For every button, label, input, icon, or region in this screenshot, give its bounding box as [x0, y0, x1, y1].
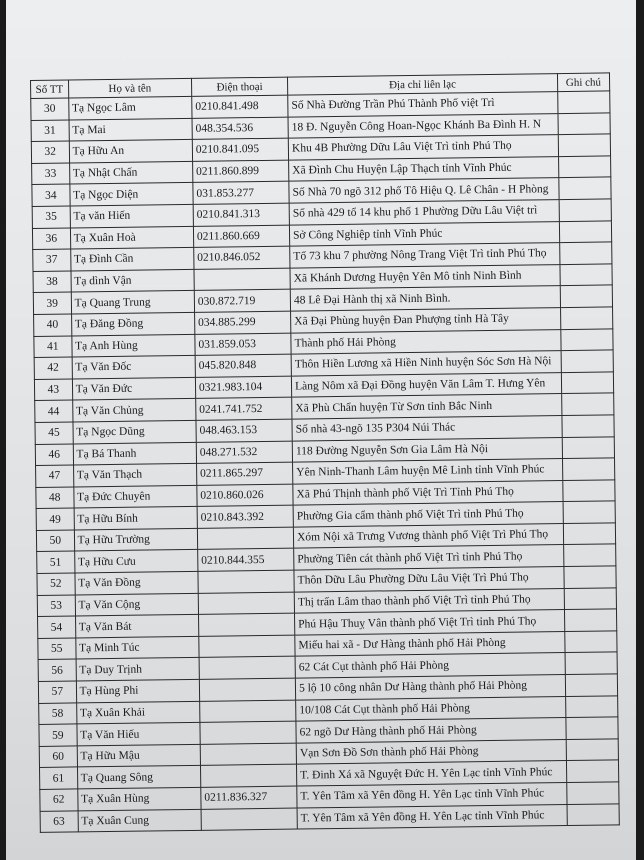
cell-phone: 0211.836.327 [201, 786, 297, 809]
cell-phone: 048.271.532 [196, 441, 292, 464]
cell-note [561, 393, 614, 415]
cell-phone: 0210.860.026 [197, 484, 293, 507]
cell-note [565, 695, 618, 717]
cell-stt: 54 [38, 616, 76, 638]
cell-stt: 46 [35, 443, 73, 465]
cell-name: Tạ Hùng Phi [76, 679, 200, 702]
cell-stt: 63 [40, 811, 78, 833]
cell-phone: 034.885.299 [194, 311, 290, 334]
cell-name: Tạ Hữu An [69, 140, 193, 163]
cell-name: Tạ Xuân Hoà [70, 226, 194, 249]
cell-address: Làng Nôm xã Đại Đồng huyện Văn Lâm T. Hưng Yên [291, 372, 561, 397]
cell-stt: 49 [36, 508, 74, 530]
cell-note [559, 220, 612, 242]
cell-name: Tạ Anh Hùng [71, 334, 195, 357]
cell-address: T. Đinh Xá xã Nguyệt Đức H. Yên Lạc tỉnh Vĩnh Phúc [297, 761, 567, 786]
header-name: Họ và tên [68, 78, 192, 98]
cell-name: Tạ Xuân Hùng [77, 787, 201, 810]
cell-phone [200, 700, 296, 723]
cell-phone [198, 592, 294, 615]
cell-stt: 45 [35, 422, 73, 444]
cell-phone: 0321.983.104 [195, 376, 291, 399]
cell-stt: 59 [39, 724, 77, 746]
cell-note [558, 156, 611, 178]
cell-note [564, 609, 617, 631]
cell-stt: 30 [31, 98, 69, 120]
cell-address: Thị trấn Lâm thao thành phố Việt Trì tỉnh Phú Thọ [294, 588, 564, 613]
cell-address: Số Nhà 70 ngõ 312 phố Tô Hiệu Q. Lê Chân - H Phòng [289, 178, 559, 203]
cell-stt: 57 [38, 681, 76, 703]
cell-stt: 42 [34, 357, 72, 379]
cell-name: Tạ Văn Đồng [75, 571, 199, 594]
cell-stt: 35 [32, 206, 70, 228]
cell-phone: 030.872.719 [194, 289, 290, 312]
cell-address: Xã Đình Chu Huyện Lập Thạch tỉnh Vĩnh Phúc [289, 156, 559, 181]
cell-phone: 0211.865.297 [196, 462, 292, 485]
cell-note [557, 91, 610, 113]
cell-note [561, 328, 614, 350]
cell-address: 48 Lê Đại Hành thị xã Ninh Bình. [290, 286, 560, 311]
cell-phone: 0210.844.355 [198, 549, 294, 572]
cell-name: Tạ Hữu Cưu [74, 550, 198, 573]
cell-name: Tạ Ngọc Lâm [68, 96, 192, 119]
cell-name: Tạ Xuân Khải [76, 701, 200, 724]
cell-phone: 031.859.053 [195, 333, 291, 356]
cell-name: Tạ Quang Trung [71, 291, 195, 314]
cell-stt: 56 [38, 659, 76, 681]
header-phone: Điện thoại [191, 77, 287, 96]
cell-address: 10/108 Cát Cụt thành phố Hải Phòng [296, 696, 566, 721]
cell-phone [201, 808, 297, 831]
cell-address: Xã Khánh Dương Huyện Yên Mô tỉnh Ninh Bình [290, 264, 560, 289]
cell-note [563, 544, 616, 566]
cell-stt: 53 [37, 595, 75, 617]
cell-address: Sở Công Nghiệp tỉnh Vĩnh Phúc [289, 221, 559, 246]
cell-phone [200, 743, 296, 766]
cell-address: Xã Phú Thịnh thành phố Việt Trì Tỉnh Phú Thọ [293, 480, 563, 505]
cell-note [565, 652, 618, 674]
cell-phone [198, 613, 294, 636]
cell-note [563, 501, 616, 523]
cell-stt: 36 [32, 228, 70, 250]
cell-address: 62 ngõ Dư Hàng thành phố Hải Phòng [296, 718, 566, 743]
cell-note [560, 285, 613, 307]
cell-name: Tạ Văn Thạch [73, 463, 197, 486]
cell-note [558, 134, 611, 156]
cell-note [559, 199, 612, 221]
cell-phone: 031.853.277 [193, 181, 289, 204]
cell-address: T. Yên Tâm xã Yên đồng H. Yên Lạc tỉnh Vĩnh Phúc [297, 783, 567, 808]
cell-note [559, 177, 612, 199]
cell-note [558, 113, 611, 135]
cell-stt: 55 [38, 638, 76, 660]
cell-note [564, 588, 617, 610]
cell-address: Yên Ninh-Thanh Lâm huyện Mê Linh tỉnh Vĩnh Phúc [293, 459, 563, 484]
header-address: Địa chỉ liên lạc [288, 74, 558, 96]
cell-name: Tạ Duy Trịnh [76, 658, 200, 681]
header-note: Ghi chú [557, 73, 610, 92]
cell-phone: 0210.846.052 [194, 246, 290, 269]
cell-note [564, 566, 617, 588]
cell-name: Tạ Văn Hiếu [77, 723, 201, 746]
cell-phone [199, 678, 295, 701]
cell-address: 118 Đường Nguyễn Sơn Gia Lâm Hà Nội [292, 437, 562, 462]
cell-stt: 31 [31, 120, 69, 142]
cell-stt: 60 [39, 746, 77, 768]
cell-phone: 0211.860.899 [192, 160, 288, 183]
cell-address: Xã Phù Chẩn huyện Từ Sơn tỉnh Bắc Ninh [292, 394, 562, 419]
cell-address: Khu 4B Phường Dữu Lâu Việt Trì tỉnh Phú Thọ [288, 135, 558, 160]
paper-sheet [6, 0, 636, 860]
cell-stt: 58 [39, 703, 77, 725]
cell-stt: 61 [40, 767, 78, 789]
cell-phone: 048.463.153 [196, 419, 292, 442]
cell-name: Tạ Nhật Chấn [69, 161, 193, 184]
cell-address: 62 Cát Cụt thành phố Hải Phòng [295, 653, 565, 678]
cell-address: Miếu hai xã - Dư Hàng thành phố Hải Phòng [295, 631, 565, 656]
cell-stt: 44 [35, 400, 73, 422]
contact-table [30, 72, 620, 833]
cell-phone [197, 527, 293, 550]
cell-name: Tạ Đăng Đồng [71, 312, 195, 335]
cell-name: Tạ Xuân Cung [78, 809, 202, 832]
cell-name: Tạ Hữu Bính [74, 507, 198, 530]
cell-note [566, 739, 619, 761]
cell-stt: 39 [33, 292, 71, 314]
cell-stt: 33 [32, 163, 70, 185]
cell-name: Tạ dình Vận [71, 269, 195, 292]
cell-stt: 40 [34, 314, 72, 336]
cell-address: Xã Đại Phùng huyện Đan Phượng tỉnh Hà Tây [291, 308, 561, 333]
cell-stt: 62 [40, 789, 78, 811]
cell-phone [198, 570, 294, 593]
cell-name: Tạ Hữu Mậu [77, 744, 201, 767]
header-stt: Số TT [31, 80, 69, 98]
cell-note [562, 436, 615, 458]
cell-stt: 51 [37, 551, 75, 573]
cell-note [564, 631, 617, 653]
cell-note [562, 415, 615, 437]
cell-stt: 38 [33, 271, 71, 293]
cell-stt: 41 [34, 336, 72, 358]
cell-phone: 048.354.536 [192, 117, 288, 140]
cell-address: Vạn Sơn Đồ Sơn thành phố Hải Phòng [296, 739, 566, 764]
cell-stt: 43 [34, 379, 72, 401]
cell-name: Tạ Ngọc Diện [69, 183, 193, 206]
cell-note [561, 372, 614, 394]
cell-phone [200, 764, 296, 787]
contact-list-sheet [30, 72, 620, 833]
cell-phone: 0210.841.498 [192, 95, 288, 118]
cell-address: Phường Tiên cát thành phố Việt Trì tỉnh Phú Thọ [294, 545, 564, 570]
cell-name: Tạ Văn Chủng [72, 399, 196, 422]
cell-stt: 52 [37, 573, 75, 595]
cell-name: Tạ Văn Đốc [72, 355, 196, 378]
cell-address: Tổ 73 khu 7 phường Nông Trang Việt Trì tỉnh Phú Thọ [290, 243, 560, 268]
cell-phone [199, 635, 295, 658]
cell-address: Thôn Dữu Lâu Phường Dữu Lâu Việt Trì Phú Thọ [294, 567, 564, 592]
cell-name: Tạ Ngọc Dũng [73, 420, 197, 443]
cell-name: Tạ Mai [69, 118, 193, 141]
table-body [31, 91, 620, 833]
cell-address: Thôn Hiền Lương xã Hiền Ninh huyện Sóc Sơn Hà Nội [291, 351, 561, 376]
cell-phone: 0210.843.392 [197, 505, 293, 528]
cell-stt: 37 [33, 249, 71, 271]
cell-name: Tạ văn Hiến [70, 204, 194, 227]
cell-name: Tạ Văn Đức [72, 377, 196, 400]
cell-address: Số nhà 43-ngõ 135 P304 Núi Thác [292, 415, 562, 440]
cell-address: Thành phố Hải Phòng [291, 329, 561, 354]
cell-name: Tạ Quang Sông [77, 766, 201, 789]
cell-address: 5 lộ 10 công nhân Dư Hàng thành phố Hải Phòng [295, 675, 565, 700]
cell-note [565, 674, 618, 696]
cell-stt: 50 [36, 530, 74, 552]
cell-name: Tạ Văn Bát [75, 615, 199, 638]
cell-phone: 0210.841.313 [193, 203, 289, 226]
cell-note [560, 307, 613, 329]
cell-address: T. Yên Tâm xã Yên đồng H. Yên Lạc tỉnh Vĩnh Phúc [297, 804, 567, 829]
cell-note [559, 242, 612, 264]
cell-note [562, 458, 615, 480]
cell-address: Số nhà 429 tổ 14 khu phố 1 Phường Dữu Lâu Việt trì [289, 200, 559, 225]
cell-address: Phường Gia cẩm thành phố Việt Trì tỉnh Phú Thọ [293, 502, 563, 527]
cell-name: Tạ Văn Cộng [75, 593, 199, 616]
cell-address: Xóm Nội xã Trưng Vương thành phố Việt Trì Phú Thọ [293, 523, 563, 548]
cell-stt: 48 [36, 487, 74, 509]
cell-phone: 0211.860.669 [193, 225, 289, 248]
cell-note [562, 480, 615, 502]
cell-phone [200, 721, 296, 744]
cell-phone [194, 268, 290, 291]
cell-note [561, 350, 614, 372]
cell-address: Số Nhà Đường Trần Phú Thành Phố việt Trì [288, 92, 558, 117]
cell-name: Tạ Đình Cần [70, 248, 194, 271]
cell-phone: 0210.841.095 [192, 138, 288, 161]
cell-phone [199, 657, 295, 680]
cell-note [567, 803, 620, 825]
cell-note [560, 264, 613, 286]
cell-stt: 34 [32, 184, 70, 206]
cell-note [563, 523, 616, 545]
cell-address: 18 Đ. Nguyễn Công Hoan-Ngọc Khánh Ba Đình H. N [288, 113, 558, 138]
cell-stt: 47 [36, 465, 74, 487]
cell-phone: 0241.741.752 [196, 397, 292, 420]
cell-note [566, 760, 619, 782]
cell-name: Tạ Hữu Trường [74, 528, 198, 551]
cell-name: Tạ Bá Thanh [73, 442, 197, 465]
cell-note [566, 717, 619, 739]
cell-name: Tạ Minh Túc [75, 636, 199, 659]
cell-name: Tạ Đức Chuyên [73, 485, 197, 508]
cell-address: Phú Hậu Thuỵ Vân thành phố Việt Trì tỉnh Phú Thọ [295, 610, 565, 635]
cell-note [566, 782, 619, 804]
cell-stt: 32 [31, 141, 69, 163]
cell-phone: 045.820.848 [195, 354, 291, 377]
